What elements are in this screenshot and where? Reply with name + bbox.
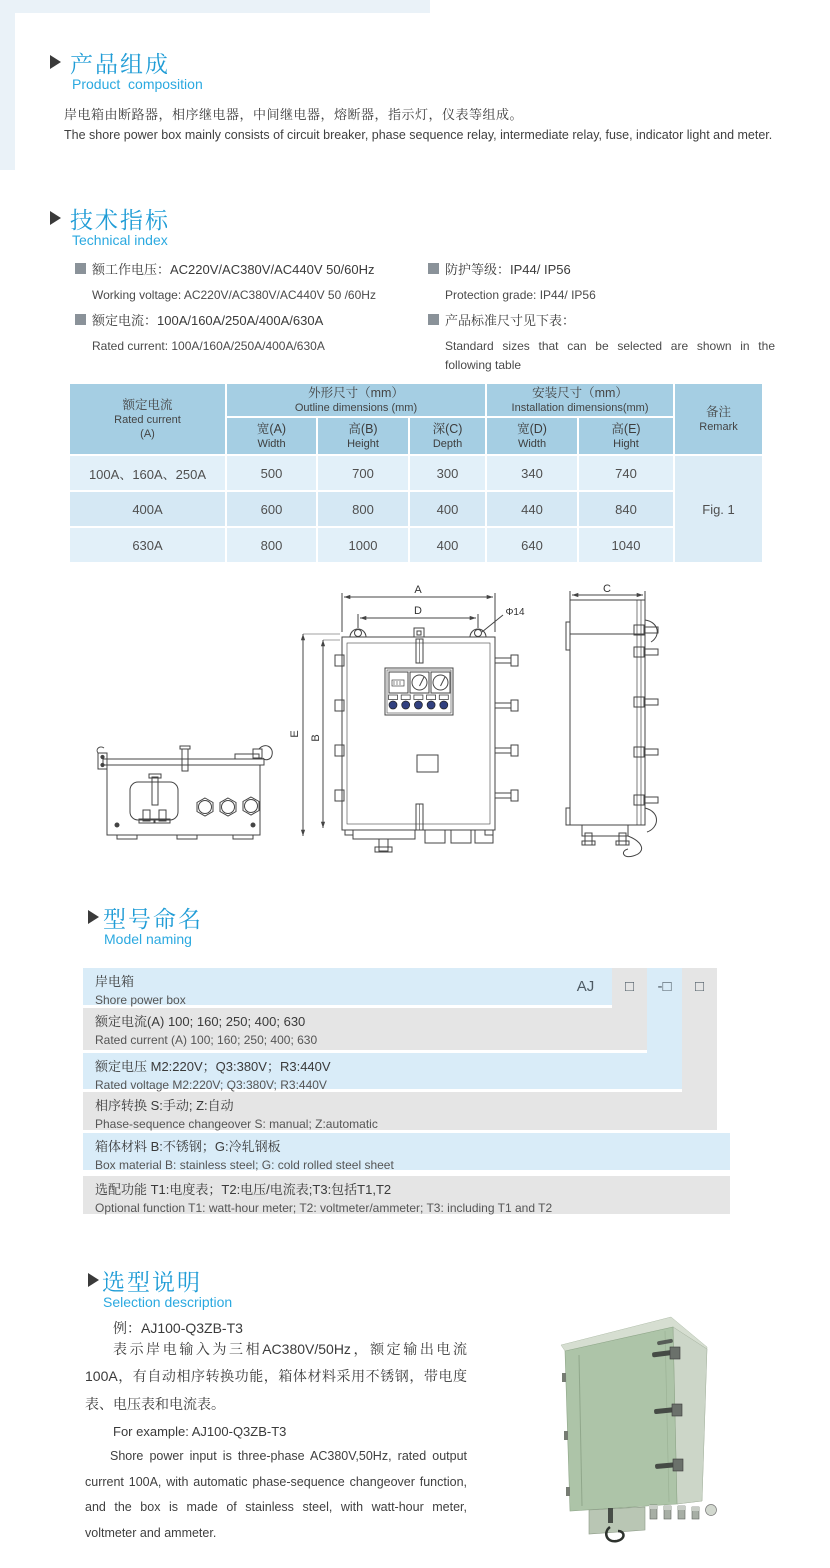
square-bullet-icon [75, 263, 86, 274]
selection-title-en: Selection description [103, 1294, 233, 1310]
header-rated-current [70, 384, 225, 454]
dim-label-hole: Φ14 [505, 607, 525, 618]
model-row-en: Rated voltage M2:220V; Q3:380V; R3:440V [95, 1077, 327, 1092]
spec-rated-current [75, 310, 420, 356]
model-row-cn: 箱体材料 B:不锈钢；G:冷轧钢板 [95, 1139, 281, 1154]
cell-width: 600 [227, 492, 316, 526]
table-row [70, 456, 762, 490]
shore-power-box-photo [561, 1317, 717, 1541]
header-en: Installation dimensions(mm) [511, 401, 649, 414]
cell-height: 800 [318, 492, 408, 526]
technical-drawing [85, 582, 765, 892]
front-view-drawing [303, 593, 518, 852]
header-width-a: 宽(A) Width [227, 418, 316, 454]
spec-cn-text: 防护等级：IP44/ IP56 [445, 262, 571, 277]
header-hight-e: 高(E) Hight [579, 418, 673, 454]
spec-en-text: Rated current: 100A/160A/250A/400A/630A [92, 339, 325, 353]
selection-example-en: For example: AJ100-Q3ZB-T3 [113, 1424, 287, 1439]
dim-label-c: C [603, 583, 611, 595]
control-panel-drawing [385, 668, 453, 715]
spec-protection-grade [428, 259, 768, 305]
composition-body-cn: 岸电箱由断路器，相序继电器，中间继电器，熔断器，指示灯，仪表等组成。 [64, 107, 524, 122]
technical-title-en: Technical index [72, 232, 168, 248]
header-en: Remark [699, 420, 738, 433]
model-row-box-material [83, 1133, 730, 1170]
header-installation-dimensions [487, 384, 673, 416]
model-prefix: AJ [576, 978, 595, 995]
cable-gland-icon [649, 1505, 700, 1519]
header-outline-dimensions [227, 384, 485, 416]
model-title-cn: 型号命名 [103, 906, 203, 932]
model-code-box-3: □ [694, 978, 705, 995]
cell-depth: 400 [410, 528, 485, 562]
model-row-cn: 选配功能 T1:电度表；T2:电压/电流表;T3:包括T1,T2 [95, 1182, 392, 1197]
table-row [70, 528, 762, 562]
cell-inst-hight: 740 [579, 456, 673, 490]
spec-en-text: Protection grade: IP44/ IP56 [445, 288, 596, 302]
model-row-cn: 相序转换 S:手动; Z:自动 [95, 1098, 234, 1113]
section-marker-icon [50, 55, 61, 69]
composition-title-en: Product composition [72, 76, 203, 92]
product-photo [553, 1303, 793, 1561]
header-unit: (A) [140, 428, 155, 441]
model-row-optional-function [83, 1176, 730, 1214]
dim-label-d: D [414, 605, 422, 617]
cell-inst-hight: 1040 [579, 528, 673, 562]
scan-edge-tint-top [0, 0, 430, 13]
header-cn: 备注 [706, 404, 732, 419]
model-row-cn: 岸电箱 [95, 974, 135, 989]
dim-label-a: A [414, 584, 422, 596]
dimensions-table [68, 382, 764, 564]
model-row-cn: 额定电流(A) 100; 160; 250; 400; 630 [95, 1014, 306, 1029]
model-row-en: Rated current (A) 100; 160; 250; 400; 630 [95, 1032, 318, 1047]
header-cn: 安装尺寸（mm） [532, 385, 628, 400]
model-code-box-1: □ [624, 978, 635, 995]
spec-standard-sizes [428, 310, 775, 374]
section-marker-icon [50, 211, 61, 225]
selection-body-en: Shore power input is three-phase AC380V,50Hz, rated output current 100A, with automatic phase-sequence changeover function, and the box is made of stainless steel, with watt-hour meter, voltmeter and ammeter. [85, 1449, 467, 1540]
model-row-rated-current [83, 1008, 647, 1050]
cell-depth: 300 [410, 456, 485, 490]
header-en: Rated current [114, 413, 181, 426]
square-bullet-icon [428, 314, 439, 325]
composition-body-en: The shore power box mainly consists of circuit breaker, phase sequence relay, intermediate relay, fuse, indicator light and meter. [64, 128, 773, 142]
model-title-en: Model naming [104, 931, 192, 947]
scan-edge-tint-left [0, 0, 15, 170]
selection-title-cn: 选型说明 [102, 1269, 202, 1295]
technical-title-cn: 技术指标 [70, 207, 170, 233]
cell-height: 700 [318, 456, 408, 490]
cell-depth: 400 [410, 492, 485, 526]
model-row-product [83, 968, 612, 1005]
dim-label-b: B [310, 734, 322, 742]
cell-current: 630A [70, 528, 225, 562]
cell-width: 800 [227, 528, 316, 562]
selection-body-cn: 表示岸电输入为三相AC380V/50Hz，额定输出电流100A，有自动相序转换功能，箱体材料采用不锈钢，带电度表、电压表和电流表。 [85, 1341, 467, 1412]
header-en: Outline dimensions (mm) [294, 401, 418, 414]
spec-cn-text: 产品标准尺寸见下表： [445, 313, 576, 328]
cell-inst-hight: 840 [579, 492, 673, 526]
model-row-en: Box material B: stainless steel; G: cold rolled steel sheet [95, 1157, 394, 1172]
square-bullet-icon [75, 314, 86, 325]
header-height-b: 高(B) Height [318, 418, 408, 454]
header-depth-c: 深(C) Depth [410, 418, 485, 454]
spec-en-text: Standard sizes that can be selected are shown in the following table [445, 339, 775, 372]
section-marker-icon [88, 1273, 99, 1287]
bottom-view-drawing [97, 746, 272, 839]
cell-height: 1000 [318, 528, 408, 562]
model-row-en: Shore power box [95, 992, 186, 1007]
spec-cn-text: 额工作电压：AC220V/AC380V/AC440V 50/60Hz [92, 262, 375, 277]
spec-en-text: Working voltage: AC220V/AC380V/AC440V 50 /60Hz [92, 288, 376, 302]
cell-width: 500 [227, 456, 316, 490]
cell-current: 400A [70, 492, 225, 526]
section-marker-icon [88, 910, 99, 924]
cell-inst-width: 440 [487, 492, 577, 526]
side-view-drawing [566, 591, 658, 857]
cell-inst-width: 640 [487, 528, 577, 562]
model-row-en: Phase-sequence changeover S: manual; Z:automatic [95, 1116, 378, 1131]
model-naming-diagram [83, 968, 730, 1214]
header-remark [675, 384, 762, 454]
header-width-d: 宽(D) Width [487, 418, 577, 454]
dim-label-e: E [289, 730, 301, 738]
cell-current: 100A、160A、250A [70, 456, 225, 490]
header-cn: 额定电流 [122, 397, 173, 412]
cell-remark: Fig. 1 [675, 456, 762, 562]
spec-cn-text: 额定电流：100A/160A/250A/400A/630A [92, 313, 324, 328]
composition-title-cn: 产品组成 [70, 51, 170, 77]
model-row-en: Optional function T1: watt-hour meter; T2: voltmeter/ammeter; T3: including T1 and T2 [95, 1200, 553, 1215]
square-bullet-icon [428, 263, 439, 274]
model-row-rated-voltage [83, 1053, 682, 1092]
cell-inst-width: 340 [487, 456, 577, 490]
selection-example-cn: 例：AJ100-Q3ZB-T3 [113, 1320, 243, 1336]
header-cn: 外形尺寸（mm） [308, 385, 404, 400]
spec-working-voltage [75, 259, 420, 305]
model-row-cn: 额定电压 M2:220V；Q3:380V；R3:440V [95, 1059, 331, 1074]
model-code-box-2: -□ [657, 978, 672, 995]
model-row-phase-sequence [83, 1092, 717, 1130]
table-row [70, 492, 762, 526]
